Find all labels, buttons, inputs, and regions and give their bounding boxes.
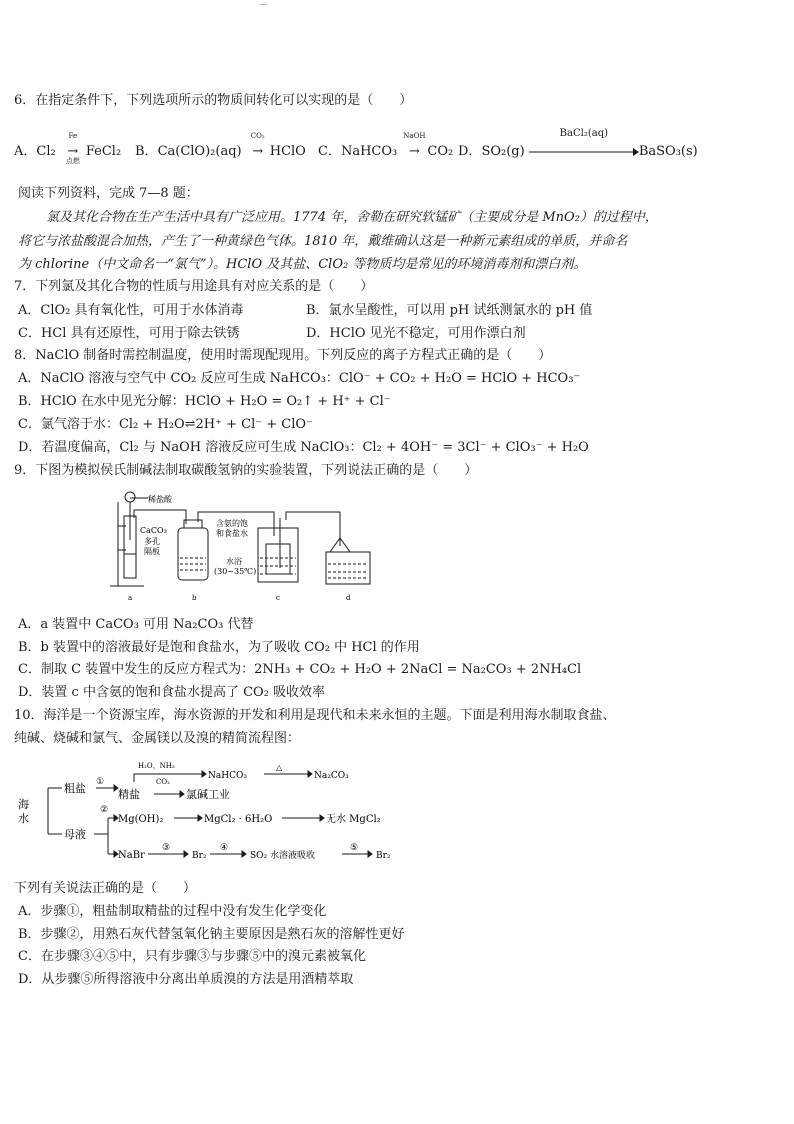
reading-intro: 阅读下列资料，完成 7—8 题： xyxy=(18,186,199,201)
q6-option-d: D．SO₂(g) BaCl₂(aq) BaSO₃(s) xyxy=(458,128,698,159)
fig-label-hcl: 稀盐酸 xyxy=(148,495,172,504)
fig-label-brine-2: 和食盐水 xyxy=(216,529,248,538)
fig-label-caco3: CaCO₃ xyxy=(140,526,167,535)
q9-option-a: A．a 装置中 CaCO₃ 可用 Na₂CO₃ 代替 xyxy=(18,617,254,632)
fig-label-a: a xyxy=(128,594,133,602)
top-mark: — xyxy=(260,0,267,8)
flow-step-3: ③ xyxy=(162,843,171,853)
q6-option-b: B．Ca(ClO)₂(aq) CO₂ →HClO xyxy=(135,132,306,159)
reading-paragraph-line-2: 将它与浓盐酸混合加热，产生了一种黄绿色气体。1810 年，戴维确认这是一种新元素组成的单质，并命名 xyxy=(18,234,628,249)
q9-option-d: D．装置 c 中含氨的饱和食盐水提高了 CO₂ 吸收效率 xyxy=(18,685,326,700)
fig-label-b: b xyxy=(192,594,197,602)
reading-paragraph-line-3: 为 chlorine（中文命名一“氯气”）。HClO 及其盐、ClO₂ 等物质均是常见的环境消毒剂和漂白剂。 xyxy=(18,257,587,272)
q10-stem-line-1: 10．海洋是一个资源宝库，海水资源的开发和利用是现代和未来永恒的主题。下面是利用海水制取食盐、 xyxy=(14,708,616,723)
q9-option-c: C．制取 C 装置中发生的反应方程式为：2NH₃ + CO₂ + H₂O + 2NaCl = Na₂CO₃ + 2NH₄Cl xyxy=(18,662,582,677)
q8-option-b: B．HClO 在水中见光分解：HClO + H₂O = O₂↑ + H⁺ + Cl⁻ xyxy=(18,394,391,409)
q10-option-a: A．步骤①，粗盐制取精盐的过程中没有发生化学变化 xyxy=(18,904,327,919)
flow-step-4: ④ xyxy=(220,843,229,853)
q8-stem: 8．NaClO 制备时需控制温度，使用时需现配现用。下列反应的离子方程式正确的是（ ） xyxy=(14,348,552,363)
q9-stem: 9．下图为模拟侯氏制碱法制取碳酸氢钠的实验装置，下列说法正确的是（ ） xyxy=(14,463,478,478)
apparatus-figure xyxy=(108,488,388,606)
q7-stem: 7．下列氯及其化合物的性质与用途具有对应关系的是（ ） xyxy=(14,279,374,294)
flow-crude-salt: 粗盐 xyxy=(64,782,86,795)
flow-nabr: NaBr xyxy=(118,850,145,861)
seawater-flowchart xyxy=(14,756,414,868)
flow-h2o-nh3: H₂O、NH₃ xyxy=(138,762,175,770)
q10-option-d: D．从步骤⑤所得溶液中分离出单质溴的方法是用酒精萃取 xyxy=(18,972,354,987)
q7-option-a: A．ClO₂ 具有氧化性，可用于水体消毒 xyxy=(18,303,244,318)
flow-mgcl2-hydrate: MgCl₂ · 6H₂O xyxy=(204,814,273,825)
flow-refined-salt: 精盐 xyxy=(118,788,140,801)
flow-nahco3: NaHCO₃ xyxy=(208,771,247,781)
q6-option-a: A．Cl₂ Fe → 点燃 FeCl₂ xyxy=(14,132,122,165)
flow-anhydrous-mgcl2: 无水 MgCl₂ xyxy=(326,814,381,825)
fig-label-plate-1: 多孔 xyxy=(144,537,160,546)
fig-label-bath-2: (30~35℃) xyxy=(214,567,257,576)
q8-option-d: D．若温度偏高，Cl₂ 与 NaOH 溶液反应可生成 NaClO₃：Cl₂ + 4OH⁻ = 3Cl⁻ + ClO₃⁻ + H₂O xyxy=(18,440,589,455)
flow-heat: △ xyxy=(276,763,283,772)
flow-co2: CO₂ xyxy=(156,778,170,786)
long-arrow-icon xyxy=(529,147,639,157)
fig-label-brine-1: 含氨的饱 xyxy=(216,519,248,528)
flow-step-2: ② xyxy=(100,805,109,815)
q8-option-a: A．NaClO 溶液与空气中 CO₂ 反应可生成 NaHCO₃：ClO⁻ + CO₂ + H₂O = HClO + HCO₃⁻ xyxy=(18,371,581,386)
flow-step-5: ⑤ xyxy=(350,843,359,853)
q7-option-d: D．HClO 见光不稳定，可用作漂白剂 xyxy=(306,326,526,341)
fig-label-bath-1: 水浴 xyxy=(226,557,242,566)
fig-label-plate-2: 隔板 xyxy=(144,547,160,556)
flow-mgoh2: Mg(OH)₂ xyxy=(118,814,164,825)
flow-br2-b: Br₂ xyxy=(376,851,391,861)
flow-mother-liquor: 母液 xyxy=(64,828,86,841)
flow-na2co3: Na₂CO₃ xyxy=(314,771,349,781)
flow-so2-absorb: SO₂ 水溶液吸收 xyxy=(250,851,316,861)
fig-label-c: c xyxy=(276,594,280,602)
flow-step-1: ① xyxy=(96,777,105,787)
q9-option-b: B．b 装置中的溶液最好是饱和食盐水，为了吸收 CO₂ 中 HCl 的作用 xyxy=(18,640,420,655)
q7-option-b: B．氯水呈酸性，可以用 pH 试纸测氯水的 pH 值 xyxy=(306,303,593,318)
q8-option-c: C．氯气溶于水：Cl₂ + H₂O⇌2H⁺ + Cl⁻ + ClO⁻ xyxy=(18,417,313,432)
flow-sea-2: 水 xyxy=(18,812,29,825)
q10-stem-line-3: 下列有关说法正确的是（ ） xyxy=(14,881,197,896)
q6-option-c: C．NaHCO₃ NaOH →CO₂ xyxy=(318,132,454,159)
q10-option-b: B．步骤②，用熟石灰代替氢氧化钠主要原因是熟石灰的溶解性更好 xyxy=(18,927,405,942)
q10-option-c: C．在步骤③④⑤中，只有步骤③与步骤⑤中的溴元素被氧化 xyxy=(18,949,366,964)
flow-chlor-alkali: 氯碱工业 xyxy=(186,788,230,801)
flow-br2-a: Br₂ xyxy=(192,851,207,861)
fig-label-d: d xyxy=(346,594,351,602)
q10-stem-line-2: 纯碱、烧碱和氯气、金属镁以及溴的精简流程图： xyxy=(14,731,301,746)
flow-sea-1: 海 xyxy=(18,798,29,811)
reading-paragraph-line-1: 氯及其化合物在生产生活中具有广泛应用。1774 年，舍勒在研究软锰矿（主要成分是 MnO₂）的过程中， xyxy=(46,210,658,225)
q7-option-c: C．HCl 具有还原性，可用于除去铁锈 xyxy=(18,326,240,341)
q6-stem: 6．在指定条件下，下列选项所示的物质间转化可以实现的是（ ） xyxy=(14,93,413,108)
